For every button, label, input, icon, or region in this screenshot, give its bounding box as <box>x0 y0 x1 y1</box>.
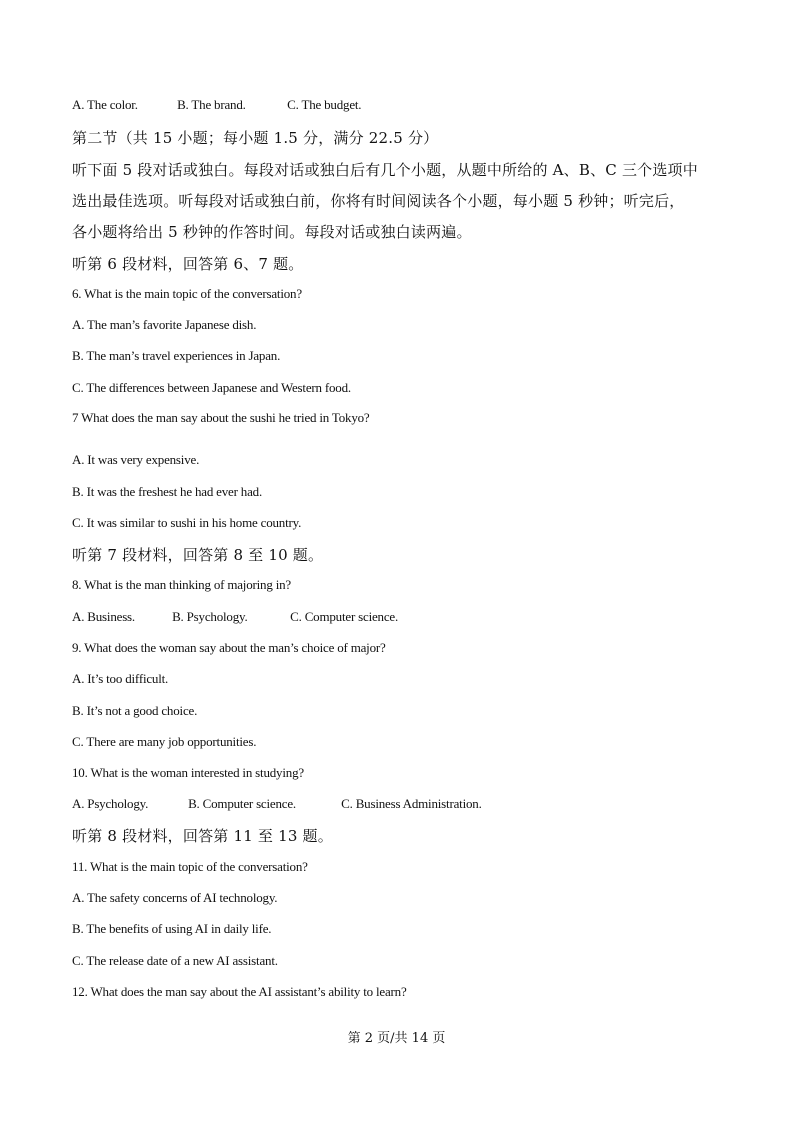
q6-question: 6. What is the main topic of the conversation? <box>72 286 302 301</box>
q7-option-b: B. It was the freshest he had ever had. <box>72 484 263 499</box>
q8-question: 8. What is the man thinking of majoring in? <box>72 577 291 592</box>
instruction-line-2: 选出最佳选项。听每段对话或独白前，你将有时间阅读各个小题，每小题 5 秒钟；听完后， <box>72 192 685 210</box>
q5-option-c: C. The budget. <box>287 97 362 112</box>
set6-header: 听第 6 段材料，回答第 6、7 题。 <box>72 255 304 273</box>
q8-options-row <box>72 609 398 625</box>
q9-question: 9. What does the woman say about the man’s choice of major? <box>72 640 386 655</box>
q9-option-b: B. It’s not a good choice. <box>72 703 198 718</box>
q10-option-c: C. Business Administration. <box>341 796 482 811</box>
q7-option-a: A. It was very expensive. <box>72 452 200 467</box>
q6-option-c: C. The differences between Japanese and Western food. <box>72 380 351 395</box>
page-footer: 第 2 页/共 14 页 <box>347 1031 446 1046</box>
q11-option-a: A. The safety concerns of AI technology. <box>72 890 278 905</box>
q7-option-c: C. It was similar to sushi in his home country. <box>72 515 302 530</box>
instruction-line-3: 各小题将给出 5 秒钟的作答时间。每段对话或独白读两遍。 <box>72 223 472 241</box>
q8-option-a: A. Business. <box>72 609 135 624</box>
q6-option-a: A. The man’s favorite Japanese dish. <box>72 317 257 332</box>
q10-question: 10. What is the woman interested in studying? <box>72 765 304 780</box>
set8-header: 听第 8 段材料，回答第 11 至 13 题。 <box>72 827 333 845</box>
q12-question: 12. What does the man say about the AI assistant’s ability to learn? <box>72 984 407 999</box>
q10-option-a: A. Psychology. <box>72 796 149 811</box>
q9-option-a: A. It’s too difficult. <box>72 671 169 686</box>
q5-options-row <box>72 97 361 113</box>
q10-options-row <box>72 796 482 812</box>
section-header: 第二节（共 15 小题；每小题 1.5 分，满分 22.5 分） <box>72 129 439 147</box>
q5-option-b: B. The brand. <box>177 97 246 112</box>
q5-option-a: A. The color. <box>72 97 138 112</box>
q10-option-b: B. Computer science. <box>188 796 296 811</box>
q8-option-c: C. Computer science. <box>290 609 399 624</box>
q11-option-c: C. The release date of a new AI assistant. <box>72 953 278 968</box>
q6-option-b: B. The man’s travel experiences in Japan. <box>72 348 281 363</box>
q8-option-b: B. Psychology. <box>172 609 248 624</box>
q9-option-c: C. There are many job opportunities. <box>72 734 257 749</box>
instruction-line-1: 听下面 5 段对话或独白。每段对话或独白后有几个小题，从题中所给的 A、B、C 三个选项中 <box>72 161 698 179</box>
q11-option-b: B. The benefits of using AI in daily life. <box>72 921 272 936</box>
set7-header: 听第 7 段材料，回答第 8 至 10 题。 <box>72 546 324 564</box>
q11-question: 11. What is the main topic of the conversation? <box>72 859 308 874</box>
q7-question: 7 What does the man say about the sushi he tried in Tokyo? <box>72 410 370 425</box>
